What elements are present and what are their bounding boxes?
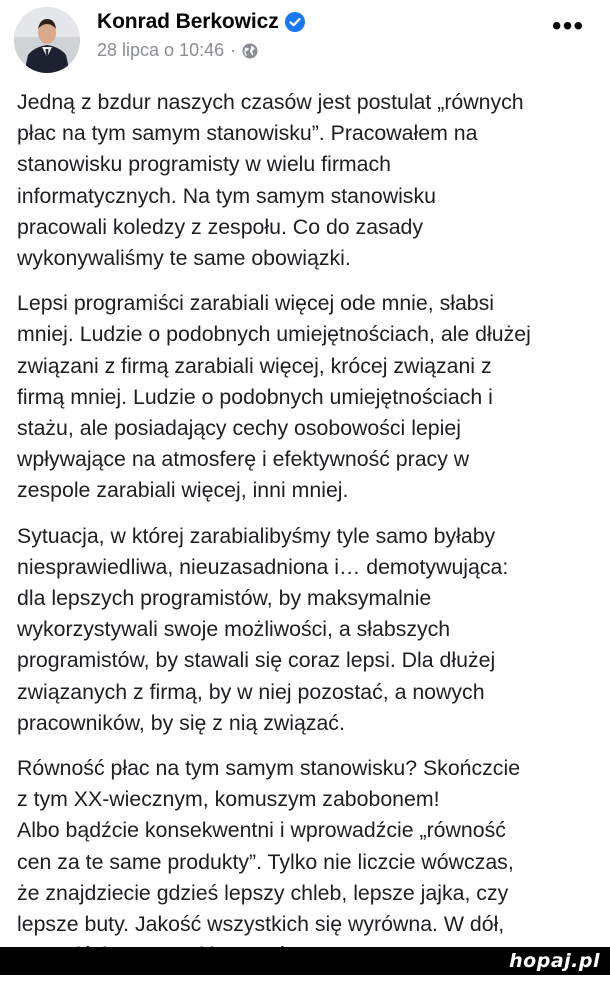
post-meta	[97, 40, 258, 61]
avatar[interactable]	[14, 7, 80, 73]
post-header	[0, 0, 610, 78]
meta-separator: ·	[230, 40, 237, 60]
verified-badge-icon	[285, 12, 305, 32]
more-options-icon[interactable]: •••	[551, 10, 585, 41]
watermark-bar	[0, 947, 610, 975]
watermark-logo: hopaj.pl	[509, 950, 600, 972]
post-paragraph-4: Równość płac na tym samym stanowisku? Skończcie z tym XX-wiecznym, komuszym zabobonem! Albo bądźcie konsekwentni i wprowadźcie „równość cen za te same produkty”. Tylko nie liczcie wówczas, że znajdziecie gdzieś lepszy chleb, lepsze jajka, czy lepsze buty. Jakość wszystkich się wyrówna. W dół,	[17, 756, 521, 937]
post-body	[17, 87, 597, 985]
post-paragraph-2: Lepsi programiści zarabiali więcej ode mnie, słabsi mniej. Ludzie o podobnych umiejętnościach, ale dłużej związani z firmą zarabiali więcej, krócej związani z firmą mniej. Ludzie o podobnych umiejętnościach i stażu, ale posiadający cechy osobowości lepiej wpływające na atmosferę i efektywność pracy w zespole zarabiali więcej, inni mniej.	[17, 291, 531, 503]
globe-icon[interactable]	[242, 43, 258, 59]
post-paragraph-1: Jedną z bzdur naszych czasów jest postulat „równych płac na tym samym stanowisku”. Pracowałem na stanowisku programisty w wielu firmach informatycznych. Na tym samym stanowisku pracowali koledzy z zespołu. Co do zasady wykonywaliśmy te same obowiązki.	[17, 90, 524, 271]
avatar-image	[14, 7, 80, 73]
author-name[interactable]: Konrad Berkowicz	[97, 10, 279, 33]
author-row	[97, 10, 305, 34]
post-paragraph-3: Sytuacja, w której zarabialibyśmy tyle samo byłaby niesprawiedliwa, nieuzasadniona i… demotywująca: dla lepszych programistów, by maksymalnie wykorzystywali swoje możliwości, a słabszych programistów, by stawali się coraz lepsi. Dla dłużej związanych z firmą, by w niej pozostać, a nowych pracowników, by się z nią związać.	[17, 523, 509, 735]
post-timestamp[interactable]: 28 lipca o 10:46	[97, 40, 225, 60]
